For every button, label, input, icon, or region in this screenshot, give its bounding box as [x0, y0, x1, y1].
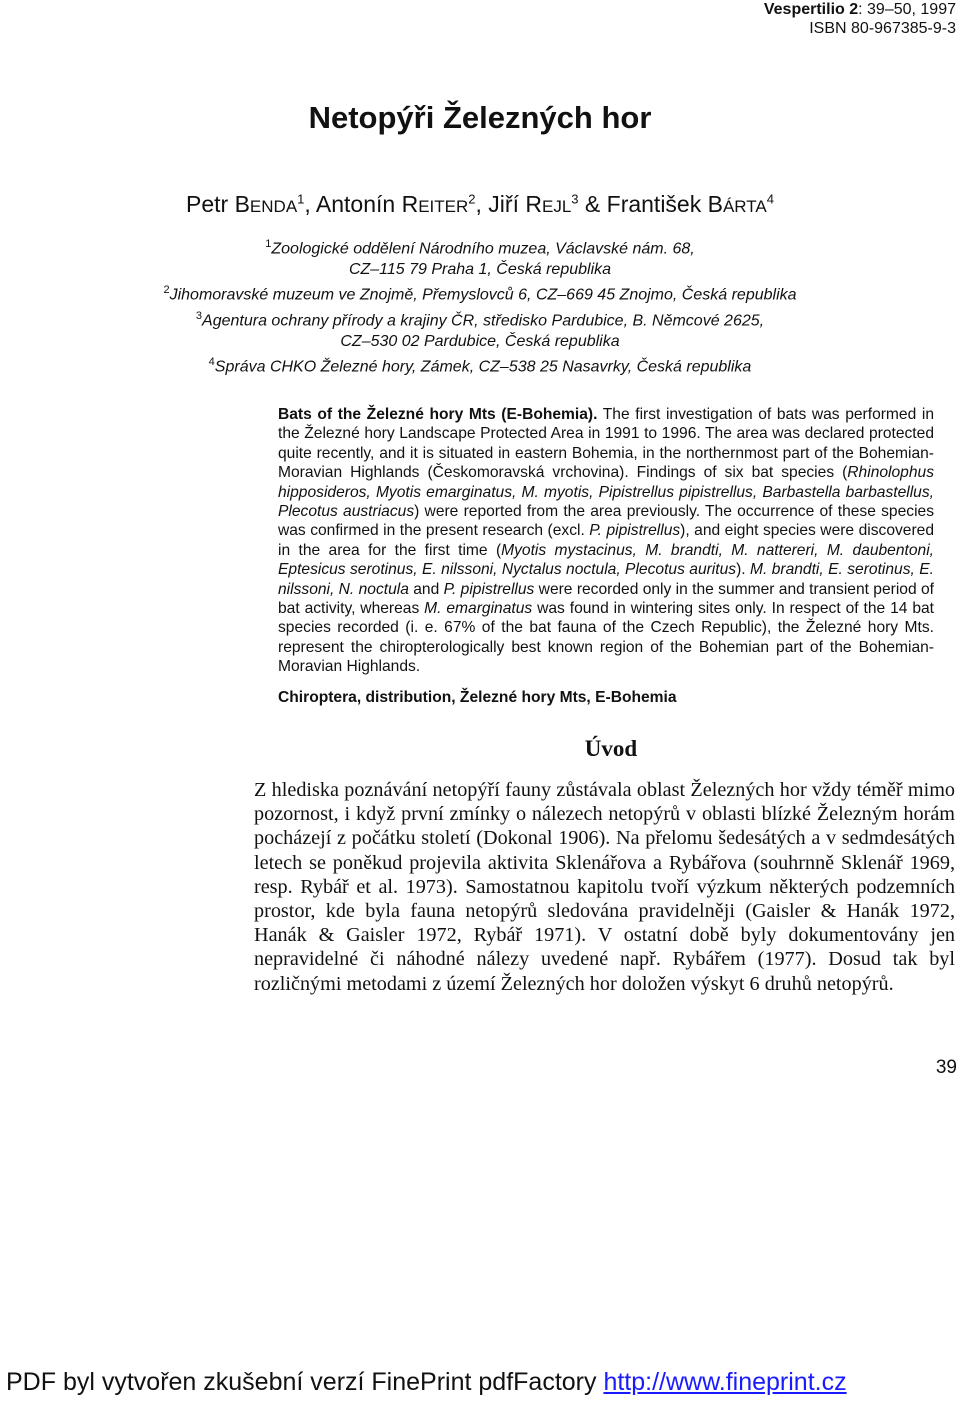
footer-text: PDF byl vytvořen zkušební verzí FinePrint pdfFactory — [6, 1368, 604, 1396]
author: František BÁRTA$^4$ — [606, 191, 774, 217]
abstract-lead: Bats of the Železné hory Mts (E-Bohemia). — [278, 406, 598, 423]
affiliation: $^1$Zoologické oddělení Národního muzea, Václavské nám. 68, CZ–115 79 Praha 1, Česká republika — [265, 238, 695, 278]
pdf-footer — [6, 1368, 847, 1397]
abstract: Bats of the Železné hory Mts (E-Bohemia). The first investigation of bats was performed in the Železné hory Landscape Protected Area in 1991 to 1996. The area was declared protected quite recently, and it is situated in eastern Bohemia, in the northernmost part of the Bohemian-Moravian Highlands (Českomoravská vrchovina). Findings of six bat species (Rhinolophus hipposideros, Myotis emarginatus, M. myotis, Pipistrellus pipistrellus, Barbastella barbastellus, Plecotus austriacus) were reported from the area previously. The occurrence of these species was confirmed in the present research (excl. P. pipistrellus), and eight species were discovered in the area for the first time (Myotis mystacinus, M. brandti, M. nattereri, M. daubentoni, Eptesicus serotinus, E. nilssoni, Nyctalus noctula, Plecotus auritus). M. brandti, E. serotinus, E. nilssoni, N. noctula and P. pipistrellus were recorded only in the summer and transient period of bat activity, whereas M. emarginatus was found in wintering sites only. In respect of the 14 bat species recorded (i. e. 67% of the bat fauna of the Czech Republic), the Železné hory Mts. represent the chiropterologically best known region of the Bohemian part of the Bohemian-Moravian Highlands. — [278, 406, 935, 676]
journal-citation — [764, 0, 956, 19]
affiliation: $^3$Agentura ochrany přírody a krajiny ČR, středisko Pardubice, B. Němcové 2625, CZ–530 02 Pardubice, Česká republika — [195, 310, 765, 350]
author: Jiří REJL$^3$ — [488, 191, 579, 217]
page-number: 39 — [935, 1057, 957, 1078]
journal-pages: : 39–50, 1997 — [858, 1, 956, 18]
isbn: ISBN 80-967385-9-3 — [809, 20, 956, 37]
journal-name: Vespertilio 2 — [763, 1, 859, 18]
affiliation: $^2$Jihomoravské muzeum ve Znojmě, Přemyslovců 6, CZ–669 45 Znojmo, Česká republika — [163, 284, 797, 304]
keywords: Chiroptera, distribution, Železné hory Mts, E-Bohemia — [278, 689, 677, 706]
author-list: Petr BENDA$^1$, Antonín REITER$^2$, Jiří REJL$^3$ & František BÁRTA$^4$ — [186, 191, 774, 217]
footer-link[interactable]: http://www.fineprint.cz — [603, 1368, 847, 1396]
running-header — [764, 0, 956, 38]
author: Antonín REITER$^2$ — [315, 191, 476, 217]
author: Petr BENDA$^1$ — [186, 191, 305, 217]
affiliations — [0, 234, 960, 378]
affiliation: $^4$Správa CHKO Železné hory, Zámek, CZ–538 25 Nasavrky, Česká republika — [208, 356, 752, 376]
article-title: Netopýři Železných hor — [308, 100, 652, 135]
section-heading: Úvod — [584, 736, 638, 761]
body-paragraph: Z hlediska poznávání netopýří fauny zůstávala oblast Železných hor vždy téměř mimo pozornost, i když první zmínky o nálezech netopýrů v oblasti blízké Železným horám pocházejí z počátku století (Dokonal 1906). Na přelomu šedesátých a v sedmdesátých letech se poněkud projevila aktivita Sklenářova a Rybářova (souhrnně Sklenář 1969, resp. Rybář et al. 1973). Samostatnou kapitolu tvoří výzkum některých podzemních prostor, kde byla fauna netopýrů sledována pravidelněji (Gaisler & Hanák 1972, Hanák & Gaisler 1972, Rybář 1971). V ostatní době byly dokumentovány jen nepravidelné či náhodné nálezy uvedené např. Rybářem (1977). Dosud tak byl rozličnými metodami z území Železných hor doložen výskyt 6 druhů netopýrů. — [254, 779, 955, 995]
